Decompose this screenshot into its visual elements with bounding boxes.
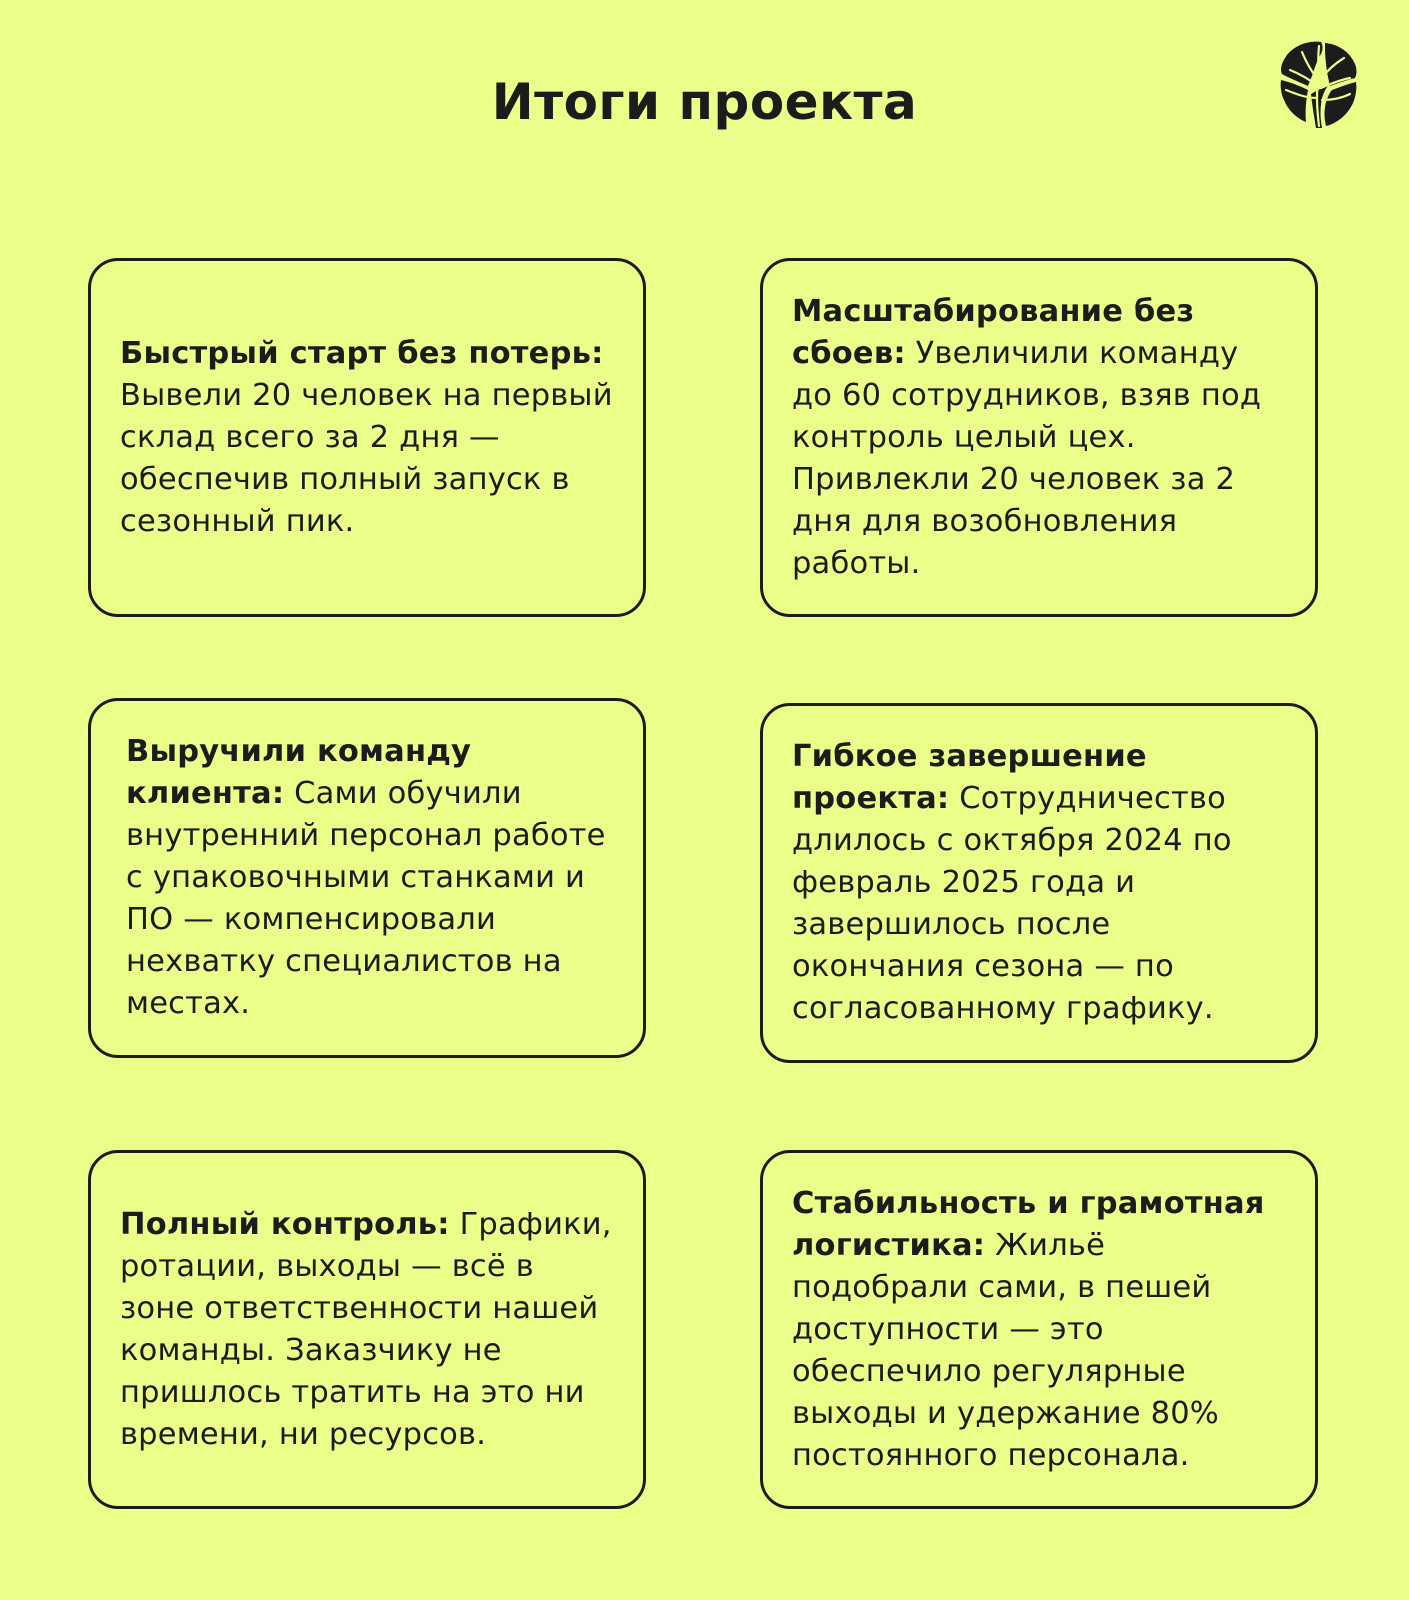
card-body: Сотрудничество длилось с октября 2024 по февраль 2025 года и завершилось после окончания сезона — по согласованному графику.: [792, 781, 1232, 1026]
card-text: [792, 291, 1287, 585]
card-heading: Стабильность и грамотная логистика:: [792, 1185, 1265, 1263]
tree-leaf-logo-icon: [1278, 40, 1360, 130]
card-body: Вывели 20 человек на первый склад всего за 2 дня — обеспечив полный запуск в сезонный пик.: [120, 377, 613, 539]
card-heading: Выручили команду клиента:: [126, 734, 472, 811]
result-card-logistics: [760, 1150, 1318, 1509]
card-heading: Масштабирование без сбоев:: [792, 293, 1195, 371]
result-card-scaling: [760, 258, 1318, 617]
page-title: Итоги проекта: [491, 73, 918, 131]
card-heading: Гибкое завершение проекта:: [792, 739, 1147, 816]
card-text: [792, 1183, 1287, 1477]
card-text: [120, 1204, 615, 1456]
card-heading: Быстрый старт без потерь:: [120, 335, 604, 371]
result-card-fast-start: [88, 258, 646, 617]
card-body: Увеличили команду до 60 сотрудников, взяв под контроль целый цех. Привлекли 20 человек за 2 дня для возобновления работы.: [792, 335, 1262, 581]
card-heading: Полный контроль:: [120, 1206, 450, 1242]
card-text: [126, 731, 615, 1025]
result-card-full-control: [88, 1150, 646, 1509]
result-card-client-team: [88, 698, 646, 1058]
result-card-flexible-finish: [760, 703, 1318, 1063]
card-body: Жильё подобрали сами, в пешей доступности — это обеспечило регулярные выходы и удержание 80% постоянного персонала.: [792, 1227, 1219, 1473]
card-body: Сами обучили внутренний персонал работе с упаковочными станками и ПО — компенсировали нехватку специалистов на местах.: [126, 776, 606, 1021]
card-body: Графики, ротации, выходы — всё в зоне ответственности нашей команды. Заказчику не пришлось тратить на это ни времени, ни ресурсов.: [120, 1206, 612, 1452]
card-text: [120, 333, 615, 543]
card-text: [792, 736, 1287, 1030]
